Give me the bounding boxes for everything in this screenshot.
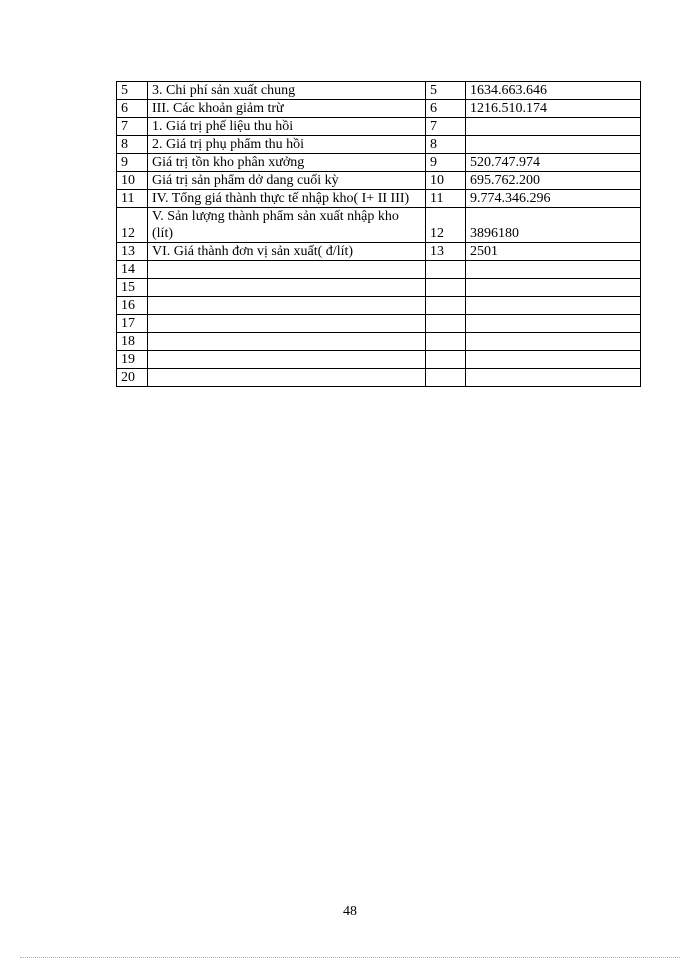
- row-value-cell: 1216.510.174: [466, 100, 641, 118]
- row-code-cell: 10: [426, 172, 466, 190]
- row-code-cell: 12: [426, 208, 466, 243]
- row-description-cell: Giá trị sản phẩm dở dang cuối kỳ: [148, 172, 426, 190]
- table-row: [117, 82, 641, 100]
- table-row: [117, 369, 641, 387]
- row-number-cell: 11: [117, 190, 148, 208]
- table-row: [117, 136, 641, 154]
- row-number-cell: 13: [117, 243, 148, 261]
- row-number-cell: 20: [117, 369, 148, 387]
- row-value-cell: [466, 351, 641, 369]
- row-code-cell: [426, 279, 466, 297]
- row-number-cell: 9: [117, 154, 148, 172]
- table-row: [117, 154, 641, 172]
- row-code-cell: [426, 333, 466, 351]
- table-row: [117, 279, 641, 297]
- row-code-cell: [426, 261, 466, 279]
- page-number: 48: [343, 904, 357, 919]
- row-code-cell: [426, 297, 466, 315]
- row-code-cell: [426, 369, 466, 387]
- row-description-cell: III. Các khoản giảm trừ: [148, 100, 426, 118]
- row-code-cell: 8: [426, 136, 466, 154]
- row-description-cell: [148, 261, 426, 279]
- row-value-cell: [466, 333, 641, 351]
- table-row: [117, 315, 641, 333]
- row-value-cell: [466, 261, 641, 279]
- row-value-cell: [466, 369, 641, 387]
- row-description-cell: [148, 333, 426, 351]
- row-code-cell: 7: [426, 118, 466, 136]
- table-row: [117, 261, 641, 279]
- row-number-cell: 18: [117, 333, 148, 351]
- row-description-cell: 2. Giá trị phụ phẩm thu hồi: [148, 136, 426, 154]
- row-code-cell: 11: [426, 190, 466, 208]
- row-number-cell: 6: [117, 100, 148, 118]
- row-number-cell: 17: [117, 315, 148, 333]
- table-row: [117, 243, 641, 261]
- row-description-cell: 1. Giá trị phế liệu thu hồi: [148, 118, 426, 136]
- row-description-cell: VI. Giá thành đơn vị sản xuất( đ/lít): [148, 243, 426, 261]
- row-number-cell: 7: [117, 118, 148, 136]
- row-code-cell: [426, 351, 466, 369]
- row-number-cell: 5: [117, 82, 148, 100]
- cost-table: [116, 81, 641, 387]
- row-description-cell: Giá trị tồn kho phân xưởng: [148, 154, 426, 172]
- row-description-cell: [148, 351, 426, 369]
- cost-table-body: [117, 82, 641, 387]
- row-value-cell: 3896180: [466, 208, 641, 243]
- row-number-cell: 14: [117, 261, 148, 279]
- row-description-cell: [148, 279, 426, 297]
- row-value-cell: 520.747.974: [466, 154, 641, 172]
- table-row: [117, 297, 641, 315]
- row-value-cell: [466, 136, 641, 154]
- row-description-cell: [148, 297, 426, 315]
- row-number-cell: 10: [117, 172, 148, 190]
- table-row: [117, 190, 641, 208]
- table-row: [117, 118, 641, 136]
- row-number-cell: 8: [117, 136, 148, 154]
- row-description-cell: 3. Chi phí sản xuất chung: [148, 82, 426, 100]
- row-value-cell: [466, 279, 641, 297]
- row-value-cell: 695.762.200: [466, 172, 641, 190]
- table-row: [117, 351, 641, 369]
- row-code-cell: 9: [426, 154, 466, 172]
- row-description-cell: IV. Tổng giá thành thực tế nhập kho( I+ II III): [148, 190, 426, 208]
- row-code-cell: 5: [426, 82, 466, 100]
- row-value-cell: 1634.663.646: [466, 82, 641, 100]
- row-description-cell: [148, 315, 426, 333]
- row-description-cell: V. Sản lượng thành phẩm sản xuất nhập kho (lít): [148, 208, 426, 243]
- row-code-cell: 6: [426, 100, 466, 118]
- row-number-cell: 15: [117, 279, 148, 297]
- row-code-cell: [426, 315, 466, 333]
- table-row: [117, 172, 641, 190]
- row-code-cell: 13: [426, 243, 466, 261]
- page-bottom-rule: [20, 957, 680, 958]
- table-row: [117, 100, 641, 118]
- row-value-cell: [466, 315, 641, 333]
- row-value-cell: [466, 118, 641, 136]
- row-value-cell: [466, 297, 641, 315]
- row-value-cell: 2501: [466, 243, 641, 261]
- table-row: [117, 208, 641, 243]
- row-number-cell: 19: [117, 351, 148, 369]
- row-number-cell: 16: [117, 297, 148, 315]
- row-description-cell: [148, 369, 426, 387]
- row-number-cell: 12: [117, 208, 148, 243]
- row-value-cell: 9.774.346.296: [466, 190, 641, 208]
- table-row: [117, 333, 641, 351]
